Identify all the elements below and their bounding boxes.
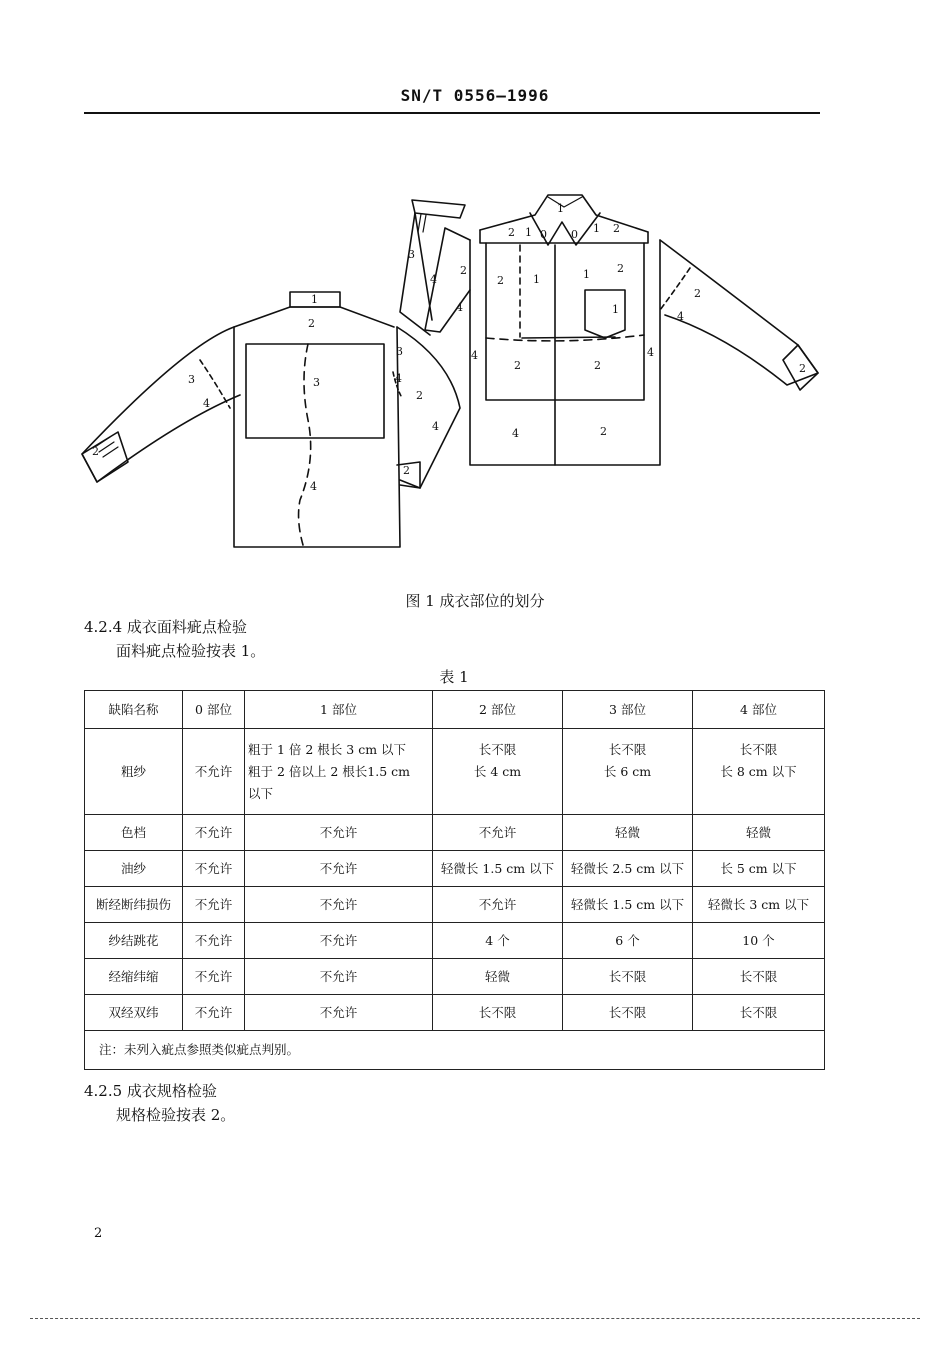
section-heading-4-2-5: 4.2.5 成衣规格检验 <box>84 1082 217 1100</box>
cell-line: 长不限 <box>478 741 517 757</box>
part-1-cell: 不允许 <box>245 815 433 851</box>
cell-line: 长 4 cm <box>473 763 522 779</box>
svg-text:0: 0 <box>540 228 547 241</box>
svg-text:1: 1 <box>612 303 619 316</box>
defect-name: 油纱 <box>85 851 183 887</box>
part-4-cell: 10 个 <box>693 923 825 959</box>
part-4-cell: 长 5 cm 以下 <box>693 851 825 887</box>
svg-text:2: 2 <box>594 359 601 372</box>
svg-text:4: 4 <box>432 420 439 433</box>
cell-line: 粗于 2 倍以上 2 根长1.5 cm <box>248 763 411 779</box>
part-4-cell <box>693 729 825 815</box>
defect-name: 粗纱 <box>85 729 183 815</box>
part-3-cell <box>563 729 693 815</box>
svg-text:4: 4 <box>677 310 684 323</box>
part-2-cell: 轻微 <box>433 959 563 995</box>
svg-text:1: 1 <box>583 268 590 281</box>
part-4-cell: 长不限 <box>693 995 825 1031</box>
part-0-cell: 不允许 <box>183 995 245 1031</box>
part-3-cell: 轻微 <box>563 815 693 851</box>
cell-line: 长不限 <box>608 741 647 757</box>
part-1-cell: 不允许 <box>245 959 433 995</box>
svg-text:1: 1 <box>557 202 564 215</box>
table-note-row <box>85 1031 825 1070</box>
part-4-cell: 轻微 <box>693 815 825 851</box>
garment-parts-figure <box>0 180 950 580</box>
part-3-cell: 长不限 <box>563 995 693 1031</box>
part-0-cell: 不允许 <box>183 959 245 995</box>
svg-text:4: 4 <box>471 349 478 362</box>
svg-text:2: 2 <box>460 264 467 277</box>
front-view-shirt <box>400 195 818 465</box>
part-1-cell: 不允许 <box>245 887 433 923</box>
defect-name: 断经断纬损伤 <box>85 887 183 923</box>
part-0-cell: 不允许 <box>183 887 245 923</box>
svg-text:3: 3 <box>188 373 195 386</box>
svg-text:4: 4 <box>395 372 402 385</box>
defect-name: 纱结跳花 <box>85 923 183 959</box>
svg-text:4: 4 <box>647 346 654 359</box>
header-cell: 1 部位 <box>245 691 433 729</box>
cell-line: 长 8 cm 以下 <box>720 763 797 779</box>
figure-caption: 图 1 成衣部位的划分 <box>405 592 545 610</box>
page-number: 2 <box>94 1226 103 1241</box>
part-0-cell: 不允许 <box>183 851 245 887</box>
header-cell: 2 部位 <box>433 691 563 729</box>
svg-text:2: 2 <box>497 274 504 287</box>
part-4-cell: 轻微长 3 cm 以下 <box>693 887 825 923</box>
part-2-cell: 长不限 <box>433 995 563 1031</box>
part-1-cell: 不允许 <box>245 923 433 959</box>
bottom-rule <box>30 1318 920 1319</box>
document-code-header: SN/T 0556—1996 <box>400 86 550 105</box>
svg-text:2: 2 <box>508 226 515 239</box>
svg-text:2: 2 <box>617 262 624 275</box>
svg-text:0: 0 <box>571 228 578 241</box>
header-cell: 0 部位 <box>183 691 245 729</box>
table-row <box>85 995 825 1031</box>
part-2-cell: 4 个 <box>433 923 563 959</box>
svg-text:4: 4 <box>310 480 317 493</box>
svg-text:4: 4 <box>512 427 519 440</box>
svg-text:2: 2 <box>694 287 701 300</box>
svg-text:1: 1 <box>525 226 532 239</box>
part-1-cell: 不允许 <box>245 851 433 887</box>
svg-text:2: 2 <box>799 362 806 375</box>
table-row <box>85 959 825 995</box>
table-title: 表 1 <box>439 668 469 686</box>
part-0-cell: 不允许 <box>183 815 245 851</box>
svg-text:1: 1 <box>593 222 600 235</box>
defect-name: 色档 <box>85 815 183 851</box>
header-cell: 4 部位 <box>693 691 825 729</box>
part-3-cell: 6 个 <box>563 923 693 959</box>
part-2-cell <box>433 729 563 815</box>
cell-line: 粗于 1 倍 2 根长 3 cm 以下 <box>248 741 407 757</box>
svg-text:1: 1 <box>311 293 318 306</box>
fabric-defect-table <box>84 690 825 1070</box>
table-row <box>85 923 825 959</box>
svg-text:3: 3 <box>396 345 403 358</box>
table-row <box>85 729 825 815</box>
header-rule <box>84 112 820 114</box>
svg-text:2: 2 <box>613 222 620 235</box>
part-2-cell: 不允许 <box>433 815 563 851</box>
svg-text:4: 4 <box>456 301 463 314</box>
back-view-shirt <box>82 292 460 547</box>
part-4-cell: 长不限 <box>693 959 825 995</box>
section-text-4-2-5: 规格检验按表 2。 <box>116 1106 236 1124</box>
table-row <box>85 815 825 851</box>
svg-text:2: 2 <box>416 389 423 402</box>
section-heading-4-2-4: 4.2.4 成衣面料疵点检验 <box>84 618 247 636</box>
defect-name: 双经双纬 <box>85 995 183 1031</box>
svg-text:3: 3 <box>313 376 320 389</box>
part-3-cell: 轻微长 1.5 cm 以下 <box>563 887 693 923</box>
section-text-4-2-4: 面料疵点检验按表 1。 <box>116 642 266 660</box>
svg-text:4: 4 <box>430 273 437 286</box>
cell-line: 以下 <box>248 785 274 801</box>
svg-text:2: 2 <box>403 464 410 477</box>
defect-name: 经缩纬缩 <box>85 959 183 995</box>
part-number-labels <box>92 202 806 493</box>
header-cell: 缺陷名称 <box>85 691 183 729</box>
svg-text:2: 2 <box>600 425 607 438</box>
part-0-cell: 不允许 <box>183 923 245 959</box>
svg-text:2: 2 <box>308 317 315 330</box>
svg-text:3: 3 <box>408 248 415 261</box>
part-2-cell: 不允许 <box>433 887 563 923</box>
svg-text:2: 2 <box>92 445 99 458</box>
table-row <box>85 887 825 923</box>
part-1-cell: 不允许 <box>245 995 433 1031</box>
part-2-cell: 轻微长 1.5 cm 以下 <box>433 851 563 887</box>
svg-text:4: 4 <box>203 397 210 410</box>
table-note: 注：未列入疵点参照类似疵点判别。 <box>85 1031 825 1070</box>
header-cell: 3 部位 <box>563 691 693 729</box>
cell-line: 长不限 <box>739 741 778 757</box>
table-row <box>85 851 825 887</box>
part-3-cell: 轻微长 2.5 cm 以下 <box>563 851 693 887</box>
cell-line: 长 6 cm <box>603 763 652 779</box>
part-0-cell: 不允许 <box>183 729 245 815</box>
svg-text:1: 1 <box>533 273 540 286</box>
part-3-cell: 长不限 <box>563 959 693 995</box>
part-1-cell <box>245 729 433 815</box>
svg-text:2: 2 <box>514 359 521 372</box>
table-header-row <box>85 691 825 729</box>
